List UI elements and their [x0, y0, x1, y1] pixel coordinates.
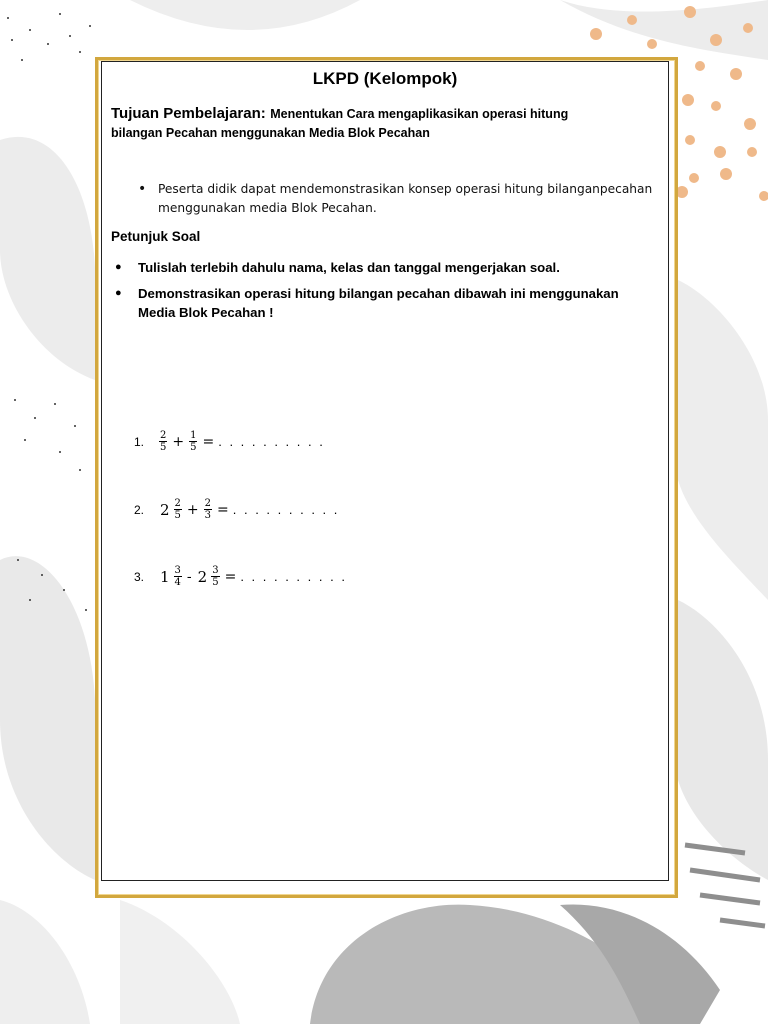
learning-goal: [111, 104, 663, 143]
page-title: LKPD (Kelompok): [312, 69, 458, 88]
denominator: 5: [190, 442, 197, 453]
denominator: 3: [204, 510, 212, 521]
goal-text-line2: bilangan Pecahan menggunakan Media Blok Pecahan: [111, 126, 430, 140]
fraction: [174, 565, 182, 588]
fraction: [189, 430, 197, 453]
answer-blank[interactable]: . . . . . . . . . .: [232, 502, 340, 517]
list-item: • Peserta didik dapat mendemonstrasikan konsep operasi hitung bilanganpecahan menggunakan media Blok Pecahan.: [158, 180, 658, 218]
problem-number: 3.: [134, 569, 145, 584]
goal-heading: Tujuan Pembelajaran:: [111, 105, 266, 122]
objectives-list: [158, 180, 658, 218]
problem-number: 1.: [134, 434, 145, 449]
operator: +: [172, 433, 185, 450]
denominator: 4: [174, 577, 181, 588]
answer-blank[interactable]: . . . . . . . . . .: [240, 569, 347, 584]
operator: -: [186, 568, 192, 585]
denominator: 5: [174, 510, 181, 521]
equals-sign: =: [217, 501, 229, 518]
fraction: [204, 498, 212, 521]
fraction: [159, 430, 167, 453]
numerator: 3: [174, 565, 181, 576]
list-item: ● Tulislah terlebih dahulu nama, kelas dan tanggal mengerjakan soal.: [138, 258, 658, 277]
denominator: 5: [212, 577, 219, 588]
numerator: 1: [190, 430, 197, 441]
problem-2: [134, 498, 339, 521]
problem-number: 2.: [134, 502, 145, 517]
fraction: [211, 565, 219, 588]
goal-text-line1: Menentukan Cara mengaplikasikan operasi hitung: [270, 107, 569, 121]
operator: +: [186, 501, 199, 518]
list-item: ● Demonstrasikan operasi hitung bilangan pecahan dibawah ini menggunakan Media Blok Pecahan !: [138, 284, 658, 322]
whole-number: 2: [160, 500, 170, 519]
whole-number: 1: [160, 567, 170, 586]
fraction: [174, 498, 182, 521]
problem-1: [134, 430, 325, 453]
instructions-heading: Petunjuk Soal: [111, 229, 201, 244]
whole-number: 2: [197, 567, 208, 586]
numerator: 2: [174, 498, 181, 509]
numerator: 3: [212, 565, 219, 576]
worksheet-page: [101, 61, 669, 881]
equals-sign: =: [224, 568, 237, 585]
numerator: 2: [204, 498, 212, 509]
answer-blank[interactable]: . . . . . . . . . .: [218, 434, 325, 449]
problem-3: [134, 565, 347, 588]
instructions-list: [138, 258, 658, 329]
equals-sign: =: [202, 433, 215, 450]
denominator: 5: [160, 442, 167, 453]
numerator: 2: [160, 430, 167, 441]
